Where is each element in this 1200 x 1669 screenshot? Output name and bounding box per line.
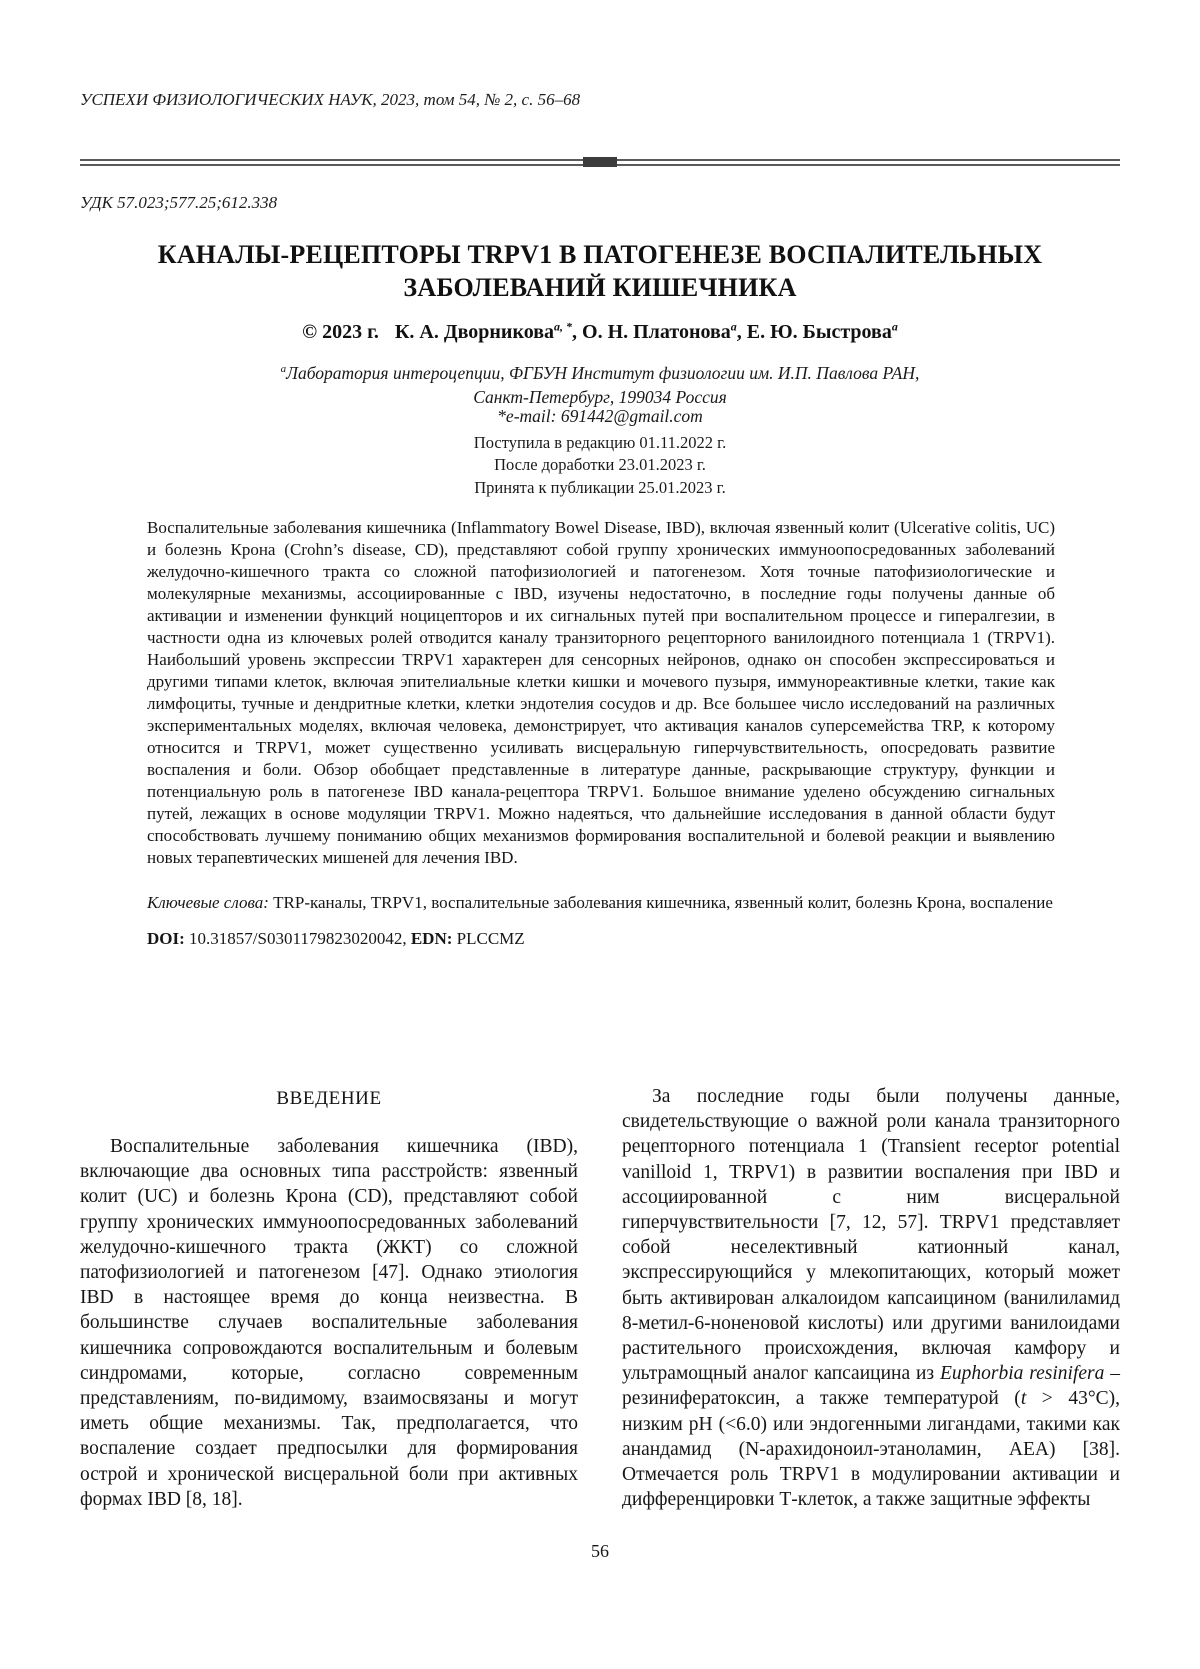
left-column bbox=[80, 1082, 578, 1512]
keywords-list: TRP-каналы, TRPV1, воспалительные заболевания кишечника, язвенный колит, болезнь Крона, воспаление bbox=[268, 893, 1053, 912]
right-paragraph-segment-1: За последние годы были получены данные, свидетельствующие о важной роли канала транзиторного рецепторного потенциала 1 (Transient receptor potential vanilloid 1, TRPV1) в развитии воспаления при IBD и ассоциированной с ним висцеральной гиперчувствительности [7, 12, 57]. TRPV1 представляет собой неселективный катионный канал, экспрессирующийся у млекопитающих, который может быть активирован алкалоидом капсаицином (ванилиламид 8-метил-6-ноненовой кислоты) или другими ванилоидами растительного происхождения, включая камфору и ультрамощный аналог капсаицина из bbox=[622, 1086, 1120, 1385]
affiliation-line-2: Санкт-Петербург, 199034 Россия bbox=[473, 386, 727, 407]
author-separator: , bbox=[736, 320, 747, 343]
author-1-name: К. А. Дворникова bbox=[394, 320, 555, 343]
front-matter bbox=[147, 517, 1055, 949]
edn-value: PLCCMZ bbox=[452, 929, 525, 948]
journal-running-head: УСПЕХИ ФИЗИОЛОГИЧЕСКИХ НАУК, 2023, том 54, № 2, с. 56–68 bbox=[80, 90, 581, 109]
article-history bbox=[80, 432, 1120, 499]
affiliation bbox=[80, 357, 1120, 409]
article-title-line-2: ЗАБОЛЕВАНИЙ КИШЕЧНИКА bbox=[403, 273, 797, 302]
corresponding-email: *e-mail: 691442@gmail.com bbox=[497, 406, 703, 426]
article-title bbox=[80, 238, 1120, 304]
author-2-name: О. Н. Платонова bbox=[582, 320, 731, 343]
doi-label: DOI: bbox=[147, 929, 185, 948]
doi-value: 10.31857/S0301179823020042, bbox=[184, 929, 411, 948]
authors-line bbox=[80, 319, 1120, 344]
introduction-heading: ВВЕДЕНИЕ bbox=[276, 1088, 382, 1109]
keywords-line bbox=[147, 891, 1055, 915]
header-double-rule bbox=[80, 159, 1120, 166]
author-1 bbox=[395, 321, 582, 343]
right-column-paragraph bbox=[622, 1084, 1120, 1512]
doi-line bbox=[147, 929, 1055, 949]
rule-center-mark bbox=[583, 157, 617, 167]
author-2 bbox=[582, 321, 747, 343]
right-paragraph-segment-3: > 43°C), низким pH (<6.0) или эндогенными лигандами, такими как анандамид (N-арахидоноил-этаноламин, AEA) [38]. Отмечается роль TRPV1 в модулировании активации и дифференцировки Т-клеток, а также защитные эффекты bbox=[622, 1388, 1120, 1511]
edn-label: EDN: bbox=[410, 929, 453, 948]
affiliation-mark: a bbox=[280, 363, 287, 375]
author-1-affiliation-mark: a, * bbox=[554, 319, 573, 333]
introduction-paragraph: Воспалительные заболевания кишечника (IBD), включающие два основных типа расстройств: язвенный колит (UC) и болезнь Крона (CD), представляют собой группу хронических иммуноопосредованных заболеваний желудочно-кишечного тракта (ЖКТ) со сложной патофизиологией и патогенезом [47]. Однако этиология IBD в настоящее время до конца неизвестна. В большинстве случаев воспалительные заболевания кишечника сопровождаются воспалительным и болевым синдромами, которые, согласно современным представлениям, по-видимому, взаимосвязаны и могут иметь общие механизмы. Так, предполагается, что воспаление создает предпосылки для формирования острой и хронической висцеральной боли при активных формах IBD [8, 18]. bbox=[80, 1136, 578, 1510]
species-name-italic: Euphorbia resinifera bbox=[939, 1363, 1105, 1385]
affiliation-line-1: Лаборатория интероцепции, ФГБУН Институт физиологии им. И.П. Павлова РАН, bbox=[286, 362, 920, 383]
author-3-name: Е. Ю. Быстрова bbox=[746, 320, 892, 343]
keywords-label: Ключевые слова: bbox=[147, 893, 269, 912]
right-column bbox=[622, 1082, 1120, 1512]
author-3 bbox=[747, 321, 898, 343]
author-2-affiliation-mark: a bbox=[730, 319, 737, 333]
author-separator: , bbox=[572, 320, 583, 343]
revised-date: После доработки 23.01.2023 г. bbox=[494, 455, 706, 475]
author-3-affiliation-mark: a bbox=[891, 319, 898, 333]
udk-code: УДК 57.023;577.25;612.338 bbox=[80, 193, 278, 212]
copyright-year: © 2023 г. bbox=[302, 320, 379, 343]
abstract-text: Воспалительные заболевания кишечника (Inflammatory Bowel Disease, IBD), включая язвенный колит (Ulcerative colitis, UC) и болезнь Крона (Crohn’s disease, CD), представляют собой группу хронических иммуноопосредованных заболеваний желудочно-кишечного тракта со сложной патофизиологией и патогенезом. Хотя точные патофизиологические и молекулярные механизмы, ассоциированные с IBD, изучены недостаточно, в последние годы получены данные об активации и изменении функций ноцицепторов и их сигнальных путей при воспалительном процессе и гипералгезии, в частности одна из ключевых ролей отводится каналу транзиторного рецепторного ванилоидного потенциала 1 (TRPV1). Наибольший уровень экспрессии TRPV1 характерен для сенсорных нейронов, однако он способен экспрессироваться и другими типами клеток, включая эпителиальные клетки кишки и мочевого пузыря, иммунореактивные клетки, такие как лимфоциты, тучные и дендритные клетки, клетки эндотелия сосудов и др. Все большее число исследований на различных экспериментальных моделях, включая человека, демонстрирует, что активация каналов суперсемейства TRP, к которому относится и TRPV1, может существенно усиливать висцеральную гиперчувствительность, опосредовать развитие воспаления и боли. Обзор обобщает представленные в литературе данные, раскрывающие структуру, функции и потенциальную роль в патогенезе IBD канала-рецептора TRPV1. Большое внимание уделено обсуждению сигнальных путей, лежащих в основе модуляции TRPV1. Можно надеяться, что дальнейшие исследования в данной области будут способствовать лучшему пониманию общих механизмов формирования воспалительной и болевой реакции и выявлению новых терапевтических мишеней для лечения IBD. bbox=[147, 518, 1055, 867]
article-title-line-1: КАНАЛЫ-РЕЦЕПТОРЫ TRPV1 В ПАТОГЕНЕЗЕ ВОСПАЛИТЕЛЬНЫХ bbox=[157, 240, 1043, 269]
right-paragraph-segment-2: – резинифератоксин, а также температурой ( bbox=[622, 1363, 1120, 1410]
two-column-body bbox=[80, 1082, 1120, 1512]
temperature-variable-italic: t bbox=[1020, 1388, 1027, 1410]
received-date: Поступила в редакцию 01.11.2022 г. bbox=[473, 433, 727, 452]
page-number: 56 bbox=[591, 1541, 609, 1561]
accepted-date: Принята к публикации 25.01.2023 г. bbox=[474, 477, 726, 497]
